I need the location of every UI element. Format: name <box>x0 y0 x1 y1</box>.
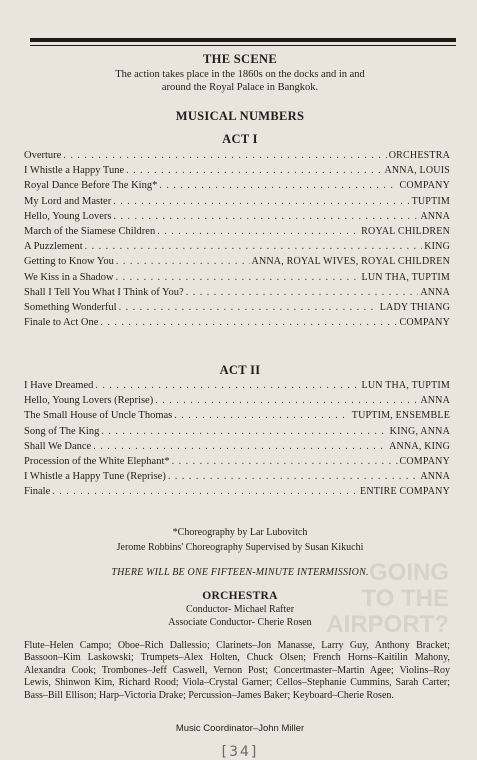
act2-item <box>24 395 450 410</box>
act1-item <box>24 302 450 317</box>
associate-conductor-credit: Associate Conductor- Cherie Rosen <box>168 617 312 628</box>
dot-leader <box>52 486 358 497</box>
dot-leader <box>168 471 418 482</box>
song-performer: COMPANY <box>399 317 450 329</box>
song-title: The Small House of Uncle Thomas <box>24 410 173 422</box>
song-title: Shall We Dance <box>24 440 92 452</box>
song-performer: TUPTIM <box>411 195 450 207</box>
page-number: [34] <box>221 744 259 760</box>
song-title: Something Wonderful <box>24 301 117 313</box>
act1-item <box>24 211 450 226</box>
song-performer: ANNA <box>420 286 450 298</box>
dot-leader <box>119 302 378 313</box>
song-title: Finale <box>24 486 51 498</box>
dot-leader <box>172 456 398 467</box>
music-coordinator-credit: Music Coordinator–John Miller <box>175 723 305 734</box>
ghost-advert: GOING TO THE AIRPORT? <box>326 559 449 638</box>
song-performer: ROYAL CHILDREN <box>361 225 450 237</box>
dot-leader <box>157 226 359 237</box>
scene-line-2: around the Royal Palace in Bangkok. <box>161 82 319 93</box>
act2-item <box>24 441 450 456</box>
song-performer: KING, ANNA <box>389 425 450 437</box>
header-rule-thin <box>30 45 456 46</box>
act2-item <box>24 410 450 425</box>
song-title: I Whistle a Happy Tune (Reprise) <box>24 471 166 483</box>
orchestra-roster: Flute–Helen Campo; Oboe–Rich Dallessio; Clarinets–Jon Manasse, Larry Guy, Anthony Bracket; Bassoon–Kim Laskowski; Trumpets–Alex Holten, Chuck Olsen; French Horns–Kaitilin Mahony, Alexandra Cook; Trombones–Jeff Caswell, Vernon Post; Concertmaster–Martin Agee; Violins–Roy Lewis, Shinwon Kim, Richard Rood; Viola–Crystal Garner; Cellos–Stephanie Cummins, Sarah Carter; Bass–Bill Ellison; Harp–Victoria Drake; Percussion–James Baker; Keyboard–Cherie Rosen. <box>24 640 450 701</box>
dot-leader <box>174 410 350 421</box>
act1-list <box>24 150 450 332</box>
act2-item <box>24 380 450 395</box>
song-title: My Lord and Master <box>24 195 112 207</box>
song-title: Royal Dance Before The King* <box>24 180 158 192</box>
song-title: I Have Dreamed <box>24 380 94 391</box>
act2-heading: ACT II <box>219 363 261 377</box>
act1-item <box>24 180 450 195</box>
song-performer: ANNA, LOUIS <box>384 165 450 177</box>
dot-leader <box>116 272 360 283</box>
song-title: Finale to Act One <box>24 317 99 329</box>
song-title: I Whistle a Happy Tune <box>24 165 125 177</box>
act2-list <box>24 380 450 502</box>
scene-line-1: The action takes place in the 1860s on the docks and in and <box>115 69 365 80</box>
song-performer: ORCHESTRA <box>388 150 450 161</box>
act1-item <box>24 317 450 332</box>
dot-leader <box>116 256 250 267</box>
dot-leader <box>113 196 409 207</box>
act2-item <box>24 426 450 441</box>
dot-leader <box>63 150 386 161</box>
song-performer: ENTIRE COMPANY <box>360 486 450 498</box>
song-title: Shall I Tell You What I Think of You? <box>24 286 184 298</box>
song-performer: COMPANY <box>399 455 450 467</box>
song-performer: LADY THIANG <box>379 301 450 313</box>
dot-leader <box>100 317 397 328</box>
song-title: March of the Siamese Children <box>24 225 156 237</box>
act1-heading: ACT I <box>222 132 258 146</box>
dot-leader <box>126 165 382 176</box>
song-title: Getting to Know You <box>24 256 114 268</box>
choreography-credit: *Choreography by Lar Lubovitch <box>172 527 308 538</box>
song-title: Song of The King <box>24 425 100 437</box>
song-performer: ANNA <box>420 471 450 483</box>
conductor-credit: Conductor- Michael Rafter <box>185 604 295 615</box>
song-performer: LUN THA, TUPTIM <box>361 271 450 283</box>
song-performer: ANNA, KING <box>389 440 450 452</box>
scene-heading: THE SCENE <box>203 52 277 66</box>
song-performer: LUN THA, TUPTIM <box>361 380 450 391</box>
orchestra-heading: ORCHESTRA <box>202 590 278 602</box>
act1-item <box>24 165 450 180</box>
song-title: Hello, Young Lovers <box>24 210 112 222</box>
intermission-note: THERE WILL BE ONE FIFTEEN-MINUTE INTERMISSION. <box>111 567 369 578</box>
song-title: We Kiss in a Shadow <box>24 271 114 283</box>
dot-leader <box>95 380 359 391</box>
act1-item <box>24 150 450 165</box>
dot-leader <box>186 287 419 298</box>
song-title: A Puzzlement <box>24 241 83 253</box>
dot-leader <box>101 426 387 437</box>
musical-numbers-heading: MUSICAL NUMBERS <box>175 109 305 123</box>
dot-leader <box>155 395 418 406</box>
header-rule-thick <box>30 38 456 42</box>
act2-item <box>24 486 450 501</box>
song-title: Procession of the White Elephant* <box>24 455 170 467</box>
robbins-credit: Jerome Robbins' Choreography Supervised by Susan Kikuchi <box>116 542 364 553</box>
act1-item <box>24 196 450 211</box>
song-performer: KING <box>424 241 450 253</box>
song-performer: ANNA <box>420 210 450 222</box>
song-performer: ANNA, ROYAL WIVES, ROYAL CHILDREN <box>251 256 450 268</box>
song-performer: TUPTIM, ENSEMBLE <box>351 410 450 422</box>
act1-item <box>24 241 450 256</box>
act1-item <box>24 272 450 287</box>
act2-item <box>24 456 450 471</box>
song-performer: ANNA <box>420 395 450 407</box>
song-performer: COMPANY <box>399 180 450 192</box>
dot-leader <box>85 241 423 252</box>
dot-leader <box>114 211 419 222</box>
act1-item <box>24 256 450 271</box>
act2-item <box>24 471 450 486</box>
act1-item <box>24 226 450 241</box>
song-title: Overture <box>24 150 62 161</box>
act1-item <box>24 287 450 302</box>
dot-leader <box>159 180 397 191</box>
dot-leader <box>93 441 387 452</box>
song-title: Hello, Young Lovers (Reprise) <box>24 395 154 407</box>
